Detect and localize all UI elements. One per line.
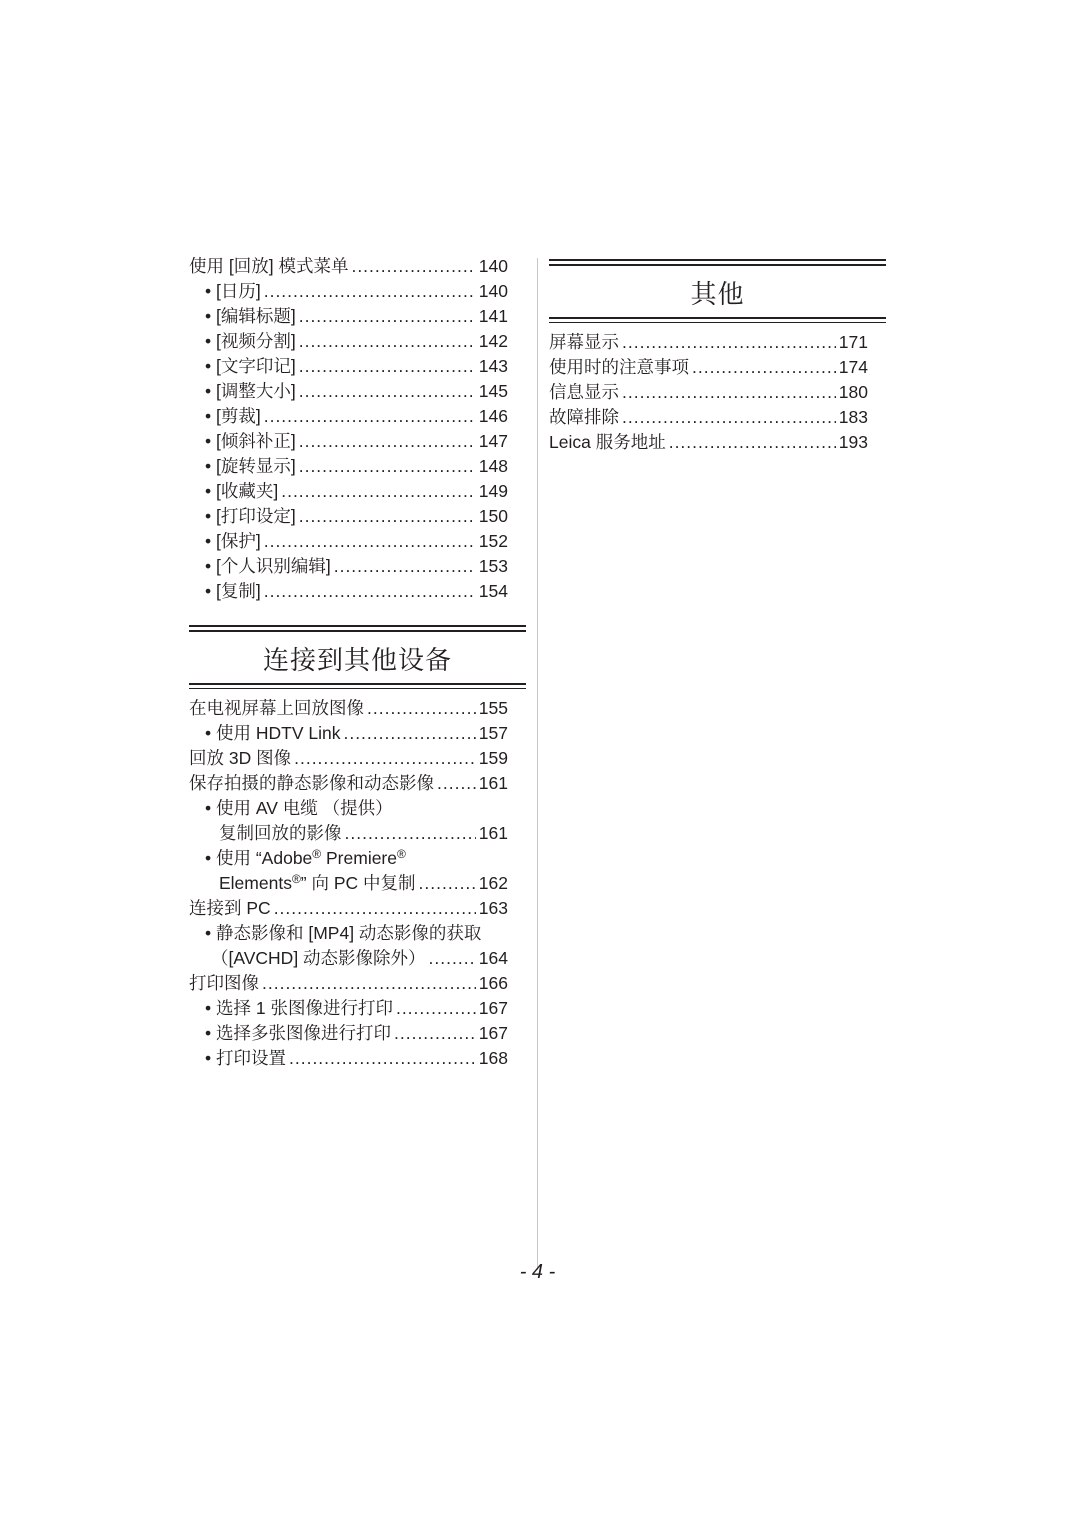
dot-leader bbox=[334, 556, 476, 577]
toc-label: • [复制] bbox=[205, 581, 261, 601]
toc-entry-av-cable-cont[interactable] bbox=[189, 820, 508, 845]
toc-page-number: 149 bbox=[478, 481, 508, 501]
toc-entry-playback-1[interactable] bbox=[189, 278, 508, 303]
toc-page-number: 140 bbox=[478, 256, 508, 276]
dot-leader bbox=[692, 357, 836, 378]
toc-entry-playback-13[interactable] bbox=[189, 578, 508, 603]
toc-entry-save-images[interactable] bbox=[189, 770, 508, 795]
toc-page-number: 157 bbox=[478, 723, 508, 743]
toc-page-number: 143 bbox=[478, 356, 508, 376]
toc-label: • [倾斜补正] bbox=[205, 431, 296, 451]
toc-label: • [日历] bbox=[205, 281, 261, 301]
toc-label: 屏幕显示 bbox=[549, 332, 619, 352]
toc-label: • 静态影像和 [MP4] 动态影像的获取 bbox=[205, 923, 482, 943]
dot-leader bbox=[345, 823, 476, 844]
toc-label: • [打印设定] bbox=[205, 506, 296, 526]
toc-page-number: 164 bbox=[478, 948, 508, 968]
toc-label: • 使用 AV 电缆 （提供） bbox=[205, 798, 393, 818]
toc-entry-connect-pc[interactable] bbox=[189, 895, 508, 920]
toc-entry-print-multiple[interactable] bbox=[189, 1020, 508, 1045]
toc-entry-others-0[interactable] bbox=[549, 329, 868, 354]
toc-entry-playback-5[interactable] bbox=[189, 378, 508, 403]
toc-entry-others-1[interactable] bbox=[549, 354, 868, 379]
page-number: - 4 - bbox=[519, 1261, 556, 1283]
toc-label: • [调整大小] bbox=[205, 381, 296, 401]
toc-label: Elements®” 向 PC 中复制 bbox=[219, 872, 416, 893]
column-divider bbox=[537, 258, 538, 1270]
toc-page-number: 147 bbox=[478, 431, 508, 451]
toc-page-number: 146 bbox=[478, 406, 508, 426]
dot-leader bbox=[264, 281, 476, 302]
toc-label: 在电视屏幕上回放图像 bbox=[189, 698, 364, 718]
connect-section-list bbox=[189, 695, 526, 1070]
toc-entry-playback-2[interactable] bbox=[189, 303, 508, 328]
toc-page-number: 159 bbox=[478, 748, 508, 768]
toc-entry-playback-0[interactable] bbox=[189, 253, 508, 278]
toc-page-number: 148 bbox=[478, 456, 508, 476]
toc-page-number: 161 bbox=[478, 823, 508, 843]
toc-label: 故障排除 bbox=[549, 407, 619, 427]
dot-leader bbox=[622, 407, 836, 428]
dot-leader bbox=[669, 432, 836, 453]
toc-page-number: 162 bbox=[478, 873, 508, 893]
connect-section-title: 连接到其他设备 bbox=[262, 646, 452, 676]
toc-entry-playback-4[interactable] bbox=[189, 353, 508, 378]
toc-entry-playback-9[interactable] bbox=[189, 478, 508, 503]
toc-entry-playback-8[interactable] bbox=[189, 453, 508, 478]
toc-entry-mp4-cont[interactable] bbox=[189, 945, 508, 970]
dot-leader bbox=[351, 256, 475, 277]
toc-entry-adobe-cont[interactable] bbox=[189, 870, 508, 895]
right-column bbox=[549, 253, 886, 454]
dot-leader bbox=[419, 873, 476, 894]
toc-page-number: 145 bbox=[478, 381, 508, 401]
toc-page-number: 163 bbox=[478, 898, 508, 918]
toc-label: • [旋转显示] bbox=[205, 456, 296, 476]
dot-leader bbox=[262, 973, 476, 994]
toc-entry-playback-3[interactable] bbox=[189, 328, 508, 353]
toc-page-number: 166 bbox=[478, 973, 508, 993]
toc-label: （[AVCHD] 动态影像除外） bbox=[211, 948, 426, 968]
toc-label: • 打印设置 bbox=[205, 1048, 286, 1068]
dot-leader bbox=[299, 306, 476, 327]
dot-leader bbox=[429, 948, 476, 969]
section-rule-bottom bbox=[549, 317, 886, 323]
dot-leader bbox=[396, 998, 476, 1019]
toc-page-number: 171 bbox=[838, 332, 868, 352]
dot-leader bbox=[299, 506, 476, 527]
toc-entry-print-images[interactable] bbox=[189, 970, 508, 995]
dot-leader bbox=[264, 581, 476, 602]
toc-label: • [保护] bbox=[205, 531, 261, 551]
toc-label: 信息显示 bbox=[549, 382, 619, 402]
toc-label: 保存拍摄的静态影像和动态影像 bbox=[189, 773, 434, 793]
section-rule-bottom bbox=[189, 683, 526, 689]
toc-label: 使用时的注意事项 bbox=[549, 357, 689, 377]
dot-leader bbox=[299, 381, 476, 402]
toc-label: • [视频分割] bbox=[205, 331, 296, 351]
dot-leader bbox=[367, 698, 476, 719]
dot-leader bbox=[281, 481, 476, 502]
toc-page-number: 155 bbox=[478, 698, 508, 718]
dot-leader bbox=[343, 723, 475, 744]
toc-page-number: 167 bbox=[478, 998, 508, 1018]
dot-leader bbox=[294, 748, 476, 769]
toc-page-number: 150 bbox=[478, 506, 508, 526]
toc-label: • 使用 HDTV Link bbox=[205, 723, 341, 743]
dot-leader bbox=[264, 531, 476, 552]
dot-leader bbox=[264, 406, 476, 427]
left-column bbox=[189, 253, 526, 1070]
toc-label: 回放 3D 图像 bbox=[189, 748, 292, 768]
toc-label: • [剪裁] bbox=[205, 406, 261, 426]
section-rule-top bbox=[189, 625, 526, 632]
toc-label: Leica 服务地址 bbox=[549, 432, 666, 452]
section-rule-top bbox=[549, 259, 886, 266]
toc-entry-play-3d[interactable] bbox=[189, 745, 508, 770]
playback-menu-list bbox=[189, 253, 526, 603]
others-section-title: 其他 bbox=[690, 280, 745, 310]
toc-label: 使用 [回放] 模式菜单 bbox=[189, 256, 349, 276]
toc-label: • 选择多张图像进行打印 bbox=[205, 1023, 391, 1043]
toc-entry-mp4[interactable] bbox=[189, 920, 508, 945]
toc-page-number: 140 bbox=[478, 281, 508, 301]
toc-label: • [编辑标题] bbox=[205, 306, 296, 326]
toc-entry-adobe[interactable] bbox=[189, 845, 508, 870]
connect-section-header bbox=[189, 625, 526, 689]
toc-label: • [收藏夹] bbox=[205, 481, 279, 501]
dot-leader bbox=[622, 382, 836, 403]
toc-entry-playback-11[interactable] bbox=[189, 528, 508, 553]
toc-page-number: 174 bbox=[838, 357, 868, 377]
toc-label: • [文字印记] bbox=[205, 356, 296, 376]
toc-label: • 选择 1 张图像进行打印 bbox=[205, 998, 393, 1018]
toc-entry-playback-12[interactable] bbox=[189, 553, 508, 578]
others-section-header bbox=[549, 259, 886, 323]
dot-leader bbox=[299, 356, 476, 377]
toc-entry-av-cable[interactable] bbox=[189, 795, 508, 820]
toc-entry-print-single[interactable] bbox=[189, 995, 508, 1020]
dot-leader bbox=[394, 1023, 476, 1044]
toc-page-number: 180 bbox=[838, 382, 868, 402]
others-section-list bbox=[549, 329, 886, 454]
toc-label: 连接到 PC bbox=[189, 898, 271, 918]
toc-page-number: 141 bbox=[478, 306, 508, 326]
dot-leader bbox=[437, 773, 476, 794]
toc-page-number: 168 bbox=[478, 1048, 508, 1068]
toc-entry-hdtv-link[interactable] bbox=[189, 720, 508, 745]
toc-entry-others-3[interactable] bbox=[549, 404, 868, 429]
dot-leader bbox=[289, 1048, 476, 1069]
dot-leader bbox=[299, 331, 476, 352]
toc-label: • 使用 “Adobe® Premiere® bbox=[205, 847, 406, 868]
dot-leader bbox=[299, 456, 476, 477]
toc-label: 复制回放的影像 bbox=[219, 823, 342, 843]
toc-entry-tv-playback[interactable] bbox=[189, 695, 508, 720]
toc-entry-playback-6[interactable] bbox=[189, 403, 508, 428]
toc-page-number: 142 bbox=[478, 331, 508, 351]
toc-page-number: 193 bbox=[838, 432, 868, 452]
toc-entry-playback-7[interactable] bbox=[189, 428, 508, 453]
toc-entry-others-4[interactable] bbox=[549, 429, 868, 454]
toc-page-number: 161 bbox=[478, 773, 508, 793]
toc-page-number: 183 bbox=[838, 407, 868, 427]
toc-page-number: 153 bbox=[478, 556, 508, 576]
toc-page-number: 154 bbox=[478, 581, 508, 601]
dot-leader bbox=[274, 898, 476, 919]
toc-label: • [个人识别编辑] bbox=[205, 556, 331, 576]
toc-entry-print-settings[interactable] bbox=[189, 1045, 508, 1070]
dot-leader bbox=[299, 431, 476, 452]
toc-page-number: 152 bbox=[478, 531, 508, 551]
toc-label: 打印图像 bbox=[189, 973, 259, 993]
toc-page-number: 167 bbox=[478, 1023, 508, 1043]
toc-entry-others-2[interactable] bbox=[549, 379, 868, 404]
dot-leader bbox=[622, 332, 836, 353]
toc-entry-playback-10[interactable] bbox=[189, 503, 508, 528]
